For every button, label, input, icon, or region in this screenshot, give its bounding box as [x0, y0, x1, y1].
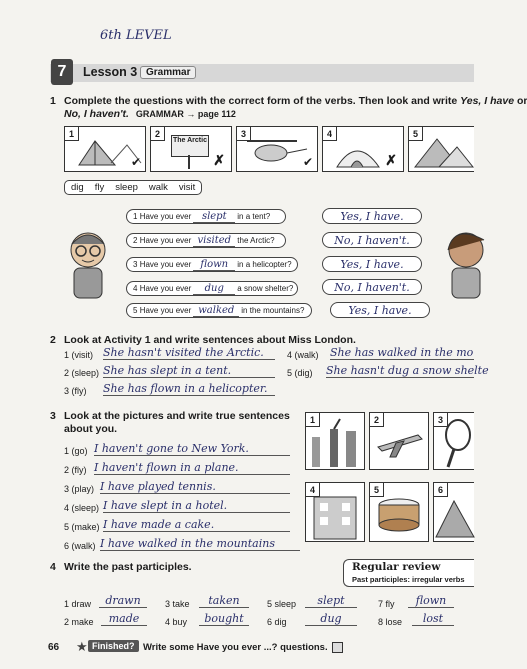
ex4-instruction: Write the past participles.: [64, 561, 192, 573]
word-fly: fly: [94, 182, 105, 193]
question-bubble-5: 5 Have you ever walked in the mountains?: [126, 303, 312, 318]
ex3-item-4-answer[interactable]: I have slept in a hotel.: [103, 499, 290, 513]
ex2-item-2-answer[interactable]: She has slept in a tent.: [103, 364, 275, 378]
ex1-picture-helicopter: 3 ✔: [236, 126, 318, 172]
ex4-item-7-label: 7 fly: [378, 599, 395, 609]
ex3-item-6-label: 6 (walk): [64, 541, 96, 551]
ex2-item-1-label: 1 (visit): [64, 350, 93, 360]
girl-illustration: [444, 226, 474, 300]
reply-bubble-3: [322, 256, 422, 272]
page-number: 66: [48, 642, 60, 653]
ex2-item-5-label: 5 (dig): [287, 368, 313, 378]
cross-icon: ✗: [213, 152, 225, 168]
ex3-item-5-answer[interactable]: I have made a cake.: [103, 518, 290, 532]
reply-4-answer[interactable]: No, I haven't.: [334, 280, 410, 294]
word-dig: dig: [71, 182, 84, 193]
tick-icon: ✔: [130, 155, 141, 169]
verb-word-box: [64, 180, 202, 195]
lesson-title: Lesson 3: [83, 65, 138, 79]
question-2-answer[interactable]: visited: [193, 235, 235, 247]
reply-5-answer[interactable]: Yes, I have.: [348, 303, 412, 317]
question-bubble-1: 1 Have you ever slept in a tent?: [126, 209, 286, 224]
ex3-picture-plane: 2: [369, 412, 429, 470]
ex1-number: 1: [50, 95, 56, 107]
ex4-item-5-label: 5 sleep: [267, 599, 297, 609]
ex2-number: 2: [50, 334, 56, 346]
question-bubble-4: 4 Have you ever dug a snow shelter?: [126, 281, 298, 296]
ex3-item-2-answer[interactable]: I haven't flown in a plane.: [94, 461, 290, 475]
checkbox-icon[interactable]: [332, 642, 343, 653]
ex4-item-2-answer[interactable]: made: [101, 612, 147, 626]
ex4-item-3-answer[interactable]: taken: [199, 594, 249, 608]
ex3-instruction-line2: about you.: [64, 423, 118, 435]
ex3-picture-tennis: 3: [433, 412, 474, 470]
ex3-item-5-label: 5 (make): [64, 522, 100, 532]
reply-3-answer[interactable]: Yes, I have.: [340, 257, 404, 271]
arctic-sign: The Arctic: [171, 135, 209, 157]
ex4-item-3-label: 3 take: [165, 599, 190, 609]
regular-review-subtitle: Past participles: irregular verbs: [352, 575, 465, 584]
question-bubble-3: 3 Have you ever flown in a helicopter?: [126, 257, 298, 272]
ex3-picture-new-york: 1: [305, 412, 365, 470]
ex2-item-2-label: 2 (sleep): [64, 368, 100, 378]
ex2-item-5-answer[interactable]: She hasn't dug a snow shelte: [326, 364, 489, 377]
ex3-picture-hotel: 4: [305, 482, 365, 542]
boy-illustration: [64, 226, 112, 300]
regular-review-box: [343, 559, 474, 587]
ex1-picture-arctic: 2 The Arctic ✗: [150, 126, 232, 172]
ex2-item-4-label: 4 (walk): [287, 350, 319, 360]
tick-icon: ✔: [302, 155, 313, 169]
ex3-item-2-label: 2 (fly): [64, 465, 87, 475]
question-4-answer[interactable]: dug: [193, 283, 235, 295]
reply-bubble-1: [322, 208, 422, 224]
ex3-instruction-line1: Look at the pictures and write true sentences: [64, 410, 290, 422]
finished-badge: Finished?: [88, 640, 139, 652]
unit-badge: 7: [51, 59, 73, 85]
question-1-answer[interactable]: slept: [193, 211, 235, 223]
word-visit: visit: [178, 182, 196, 193]
word-sleep: sleep: [115, 182, 138, 193]
question-bubble-2: 2 Have you ever visited the Arctic?: [126, 233, 286, 248]
ex3-picture-mountains: 6: [433, 482, 474, 542]
footer-text: Write some Have you ever ...? questions.: [143, 642, 328, 653]
ex4-item-6-label: 6 dig: [267, 617, 287, 627]
ex4-item-8-answer[interactable]: lost: [412, 612, 454, 626]
ex4-item-6-answer[interactable]: dug: [305, 612, 357, 626]
ex3-number: 3: [50, 410, 56, 422]
ex4-item-5-answer[interactable]: slept: [305, 594, 357, 608]
ex3-item-1-label: 1 (go): [64, 446, 88, 456]
ex3-item-3-label: 3 (play): [64, 484, 95, 494]
question-5-answer[interactable]: walked: [193, 305, 239, 317]
reply-2-answer[interactable]: No, I haven't.: [334, 233, 410, 247]
ex2-instruction: Look at Activity 1 and write sentences about Miss London.: [64, 334, 356, 346]
reply-bubble-4: [322, 279, 422, 295]
regular-review-title: Regular review: [352, 561, 441, 573]
ex4-item-7-answer[interactable]: flown: [408, 594, 454, 608]
ex2-item-4-answer[interactable]: She has walked in the mo: [330, 346, 474, 359]
ex1-instruction-line1: Complete the questions with the correct form of the verbs. Then look and write Yes, I have or: [64, 95, 527, 107]
ex3-item-6-answer[interactable]: I have walked in the mountains: [100, 537, 300, 551]
ex4-item-8-label: 8 lose: [378, 617, 403, 627]
ex3-item-3-answer[interactable]: I have played tennis.: [100, 480, 290, 494]
ex1-picture-snow-shelter: 4 ✗: [322, 126, 404, 172]
ex1-picture-tent: 1 ✔: [64, 126, 146, 172]
ex1-instruction-line2: No, I haven't. GRAMMAR → page 112: [64, 108, 236, 120]
star-icon: ★: [76, 639, 88, 654]
ex4-item-2-label: 2 make: [64, 617, 94, 627]
ex3-item-1-answer[interactable]: I haven't gone to New York.: [94, 442, 290, 456]
ex3-picture-cake: 5: [369, 482, 429, 542]
ex4-item-1-label: 1 draw: [64, 599, 92, 609]
ex2-item-3-answer[interactable]: She has flown in a helicopter.: [103, 382, 275, 396]
ex4-item-1-answer[interactable]: drawn: [99, 594, 147, 608]
lesson-tag: Grammar: [140, 66, 196, 79]
reply-bubble-2: [322, 232, 422, 248]
cross-icon: ✗: [385, 152, 397, 168]
ex4-item-4-answer[interactable]: bought: [199, 612, 249, 626]
ex1-picture-mountains: 5: [408, 126, 474, 172]
ex2-item-3-label: 3 (fly): [64, 386, 87, 396]
ex4-item-4-label: 4 buy: [165, 617, 188, 627]
ex4-number: 4: [50, 561, 56, 573]
reply-1-answer[interactable]: Yes, I have.: [340, 209, 404, 223]
ex2-item-1-answer[interactable]: She hasn't visited the Arctic.: [103, 346, 275, 360]
question-3-answer[interactable]: flown: [193, 259, 235, 271]
reply-bubble-5: [330, 302, 430, 318]
level-note: 6th LEVEL: [100, 28, 172, 43]
word-walk: walk: [148, 182, 168, 193]
ex3-item-4-label: 4 (sleep): [64, 503, 100, 513]
